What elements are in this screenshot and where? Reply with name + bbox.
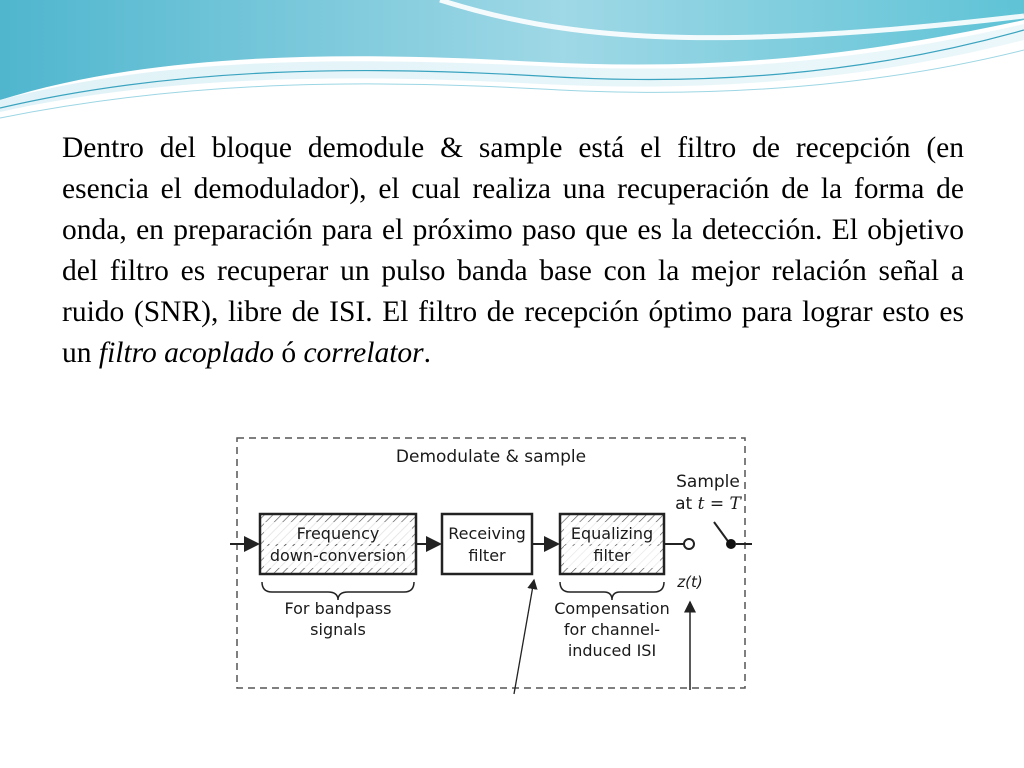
compensation-note-line2: for channel-: [563, 620, 661, 639]
receiving-filter-block: [442, 514, 532, 574]
slide-paragraph: [62, 128, 964, 374]
paragraph-emphasis-filtro-acoplado: filtro acoplado: [98, 337, 274, 369]
paragraph-connector: ó: [273, 337, 304, 369]
sample-label-line2: at t = T: [675, 494, 741, 514]
equalizing-block-line1: Equalizing: [570, 524, 654, 543]
receiving-block-line2: filter: [468, 546, 506, 565]
header-swoosh-decoration: [0, 0, 1024, 130]
paragraph-text: Dentro del bloque demodule & sample está el filtro de recepción (en esencia el demodulador), el cual realiza una recuperación de la forma de onda, en preparación para el próximo paso que es la detección. El objetivo del filtro es recuperar un pulso banda base con la mejor relación señal a ruido (SNR), libre de ISI. El filtro de recepción óptimo para lograr esto es un: [62, 132, 964, 369]
frequency-block-line1: Frequency: [296, 524, 380, 543]
paragraph-emphasis-correlator: correlator: [303, 337, 424, 369]
compensation-note-line3: induced ISI: [567, 641, 657, 660]
output-zt-label: z(t): [677, 573, 703, 591]
demodulate-sample-diagram: [228, 432, 758, 697]
compensation-note-line1: Compensation: [554, 599, 670, 618]
frequency-downconversion-block: [260, 514, 416, 574]
paragraph-ending: .: [423, 337, 432, 369]
equalizing-block-line2: filter: [593, 546, 631, 565]
sampler-switch: [664, 522, 752, 549]
diagram-title: Demodulate & sample: [395, 447, 587, 467]
pointer-arrow-receiving: [514, 580, 534, 694]
frequency-block-line2: down-conversion: [269, 546, 407, 565]
equalizing-filter-block: [560, 514, 664, 574]
bandpass-note-line1: For bandpass: [284, 599, 392, 618]
sample-label-line1: Sample: [676, 472, 740, 492]
brace-compensation: [560, 582, 664, 600]
receiving-block-line1: Receiving: [448, 524, 526, 543]
brace-bandpass: [262, 582, 414, 600]
bandpass-note-line2: signals: [310, 620, 366, 639]
